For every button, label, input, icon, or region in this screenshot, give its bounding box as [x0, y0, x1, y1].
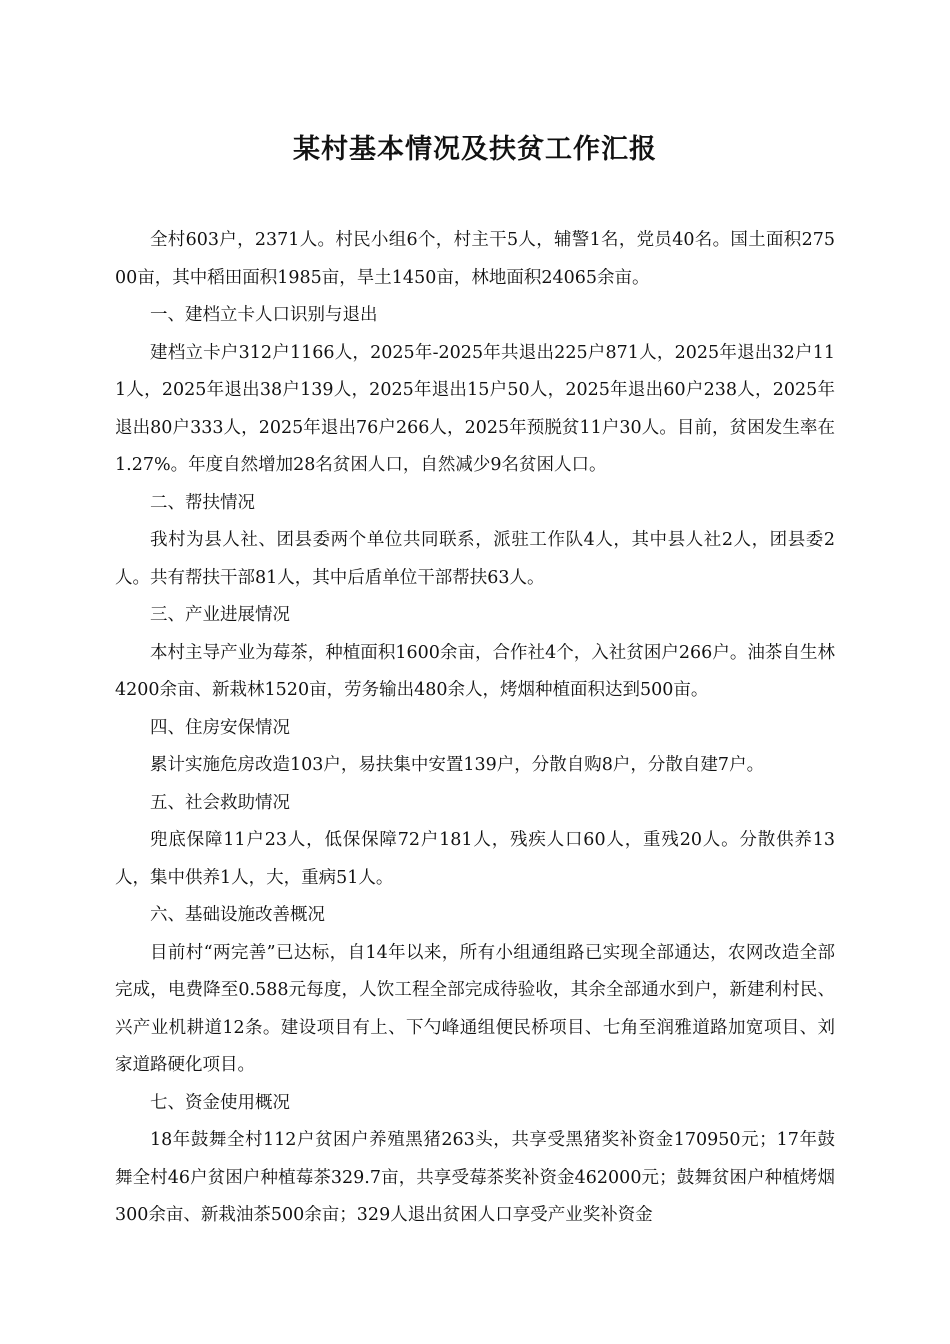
document-title: 某村基本情况及扶贫工作汇报 [293, 134, 657, 165]
paragraph: 本村主导产业为莓茶，种植面积1600余亩，合作社4个，入社贫困户266户。油茶自生林4200余亩、新栽林1520亩，劳务输出480余人，烤烟种植面积达到500亩。 [115, 642, 835, 700]
paragraph: 建档立卡户312户1166人，2025年-2025年共退出225户871人，2025年退出32户111人，2025年退出38户139人，2025年退出15户50人，2025年退出60户238人，2025年退出80户333人，2025年退出76户266人，2025年预脱贫11户30人。目前，贫困发生率在1.27%。年度自然增加28名贫困人口，自然减少9名贫困人口。 [115, 342, 835, 475]
section-heading: 七、资金使用概况 [150, 1092, 290, 1113]
section-heading: 二、帮扶情况 [150, 492, 255, 513]
paragraph: 目前村“两完善”已达标，自14年以来，所有小组通组路已实现全部通达，农网改造全部完成，电费降至0.588元每度，人饮工程全部完成待验收，其余全部通水到户，新建利村民、兴产业机耕道12条。建设项目有上、下勺峰通组便民桥项目、七角至润雅道路加宽项目、刘家道路硬化项目。 [115, 942, 835, 1075]
section-heading: 一、建档立卡人口识别与退出 [150, 305, 378, 325]
section-heading: 五、社会救助情况 [150, 792, 290, 813]
paragraph: 兜底保障11户23人，低保保障72户181人，残疾人口60人，重残20人。分散供养13人，集中供养1人，大，重病51人。 [115, 830, 835, 888]
document-body [115, 222, 835, 1235]
section-heading: 六、基础设施改善概况 [150, 905, 325, 925]
paragraph: 我村为县人社、团县委两个单位共同联系，派驻工作队4人，其中县人社2人，团县委2人。共有帮扶干部81人，其中后盾单位干部帮扶63人。 [115, 530, 835, 588]
section-heading: 四、住房安保情况 [150, 717, 290, 738]
paragraph: 18年鼓舞全村112户贫困户养殖黑猪263头，共享受黑猪奖补资金170950元；17年鼓舞全村46户贫困户种植莓茶329.7亩，共享受莓茶奖补资金462000元；鼓舞贫困户种植烤烟300余亩、新栽油茶500余亩；329人退出贫困人口享受产业奖补资金 [115, 1130, 835, 1225]
section-heading: 三、产业进展情况 [150, 605, 290, 625]
paragraph: 累计实施危房改造103户，易扶集中安置139户，分散自购8户，分散自建7户。 [150, 755, 765, 775]
paragraph-overview: 全村603户，2371人。村民小组6个，村主干5人，辅警1名，党员40名。国土面积27500亩，其中稻田面积1985亩，旱土1450亩，林地面积24065余亩。 [115, 230, 835, 288]
